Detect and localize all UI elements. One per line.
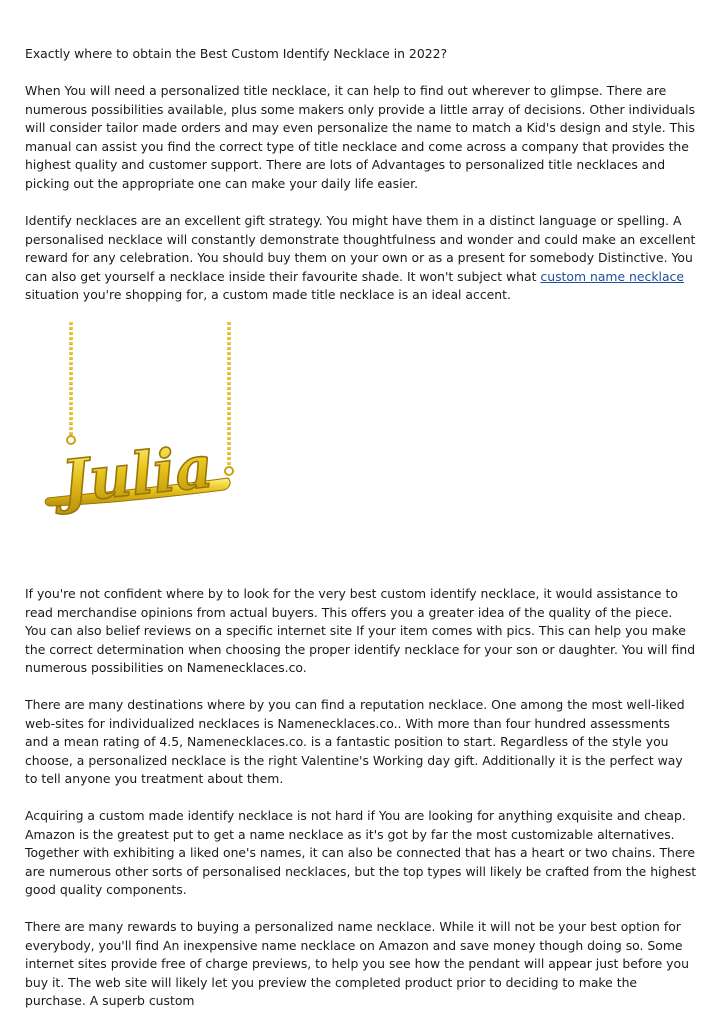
jump-ring-left: [67, 436, 75, 444]
julia-pendant: [45, 433, 230, 517]
jump-ring-right: [225, 467, 233, 475]
paragraph-2-text-before: Identify necklaces are an excellent gift strategy. You might have them in a distinct language or spelling. A personalised necklace will constantly demonstrate thoughtfulness and wonder and could make an excellent reward for any celebration. You should buy them on your own or as a present for somebody Distinctive. You can also get yourself a necklace inside their favourite shade. It won't subject what: [25, 213, 696, 284]
paragraph-6: There are many rewards to buying a personalized name necklace. While it will not be your best option for everybody, you'll find An inexpensive name necklace on Amazon and save money though doing so. Some internet sites provide free of charge previews, to help you see how the pendant will appear just before you buy it. The web site will likely let you preview the completed product prior to deciding to make the purchase. A superb custom: [25, 919, 689, 1009]
paragraph-1: When You will need a personalized title necklace, it can help to find out wherever to glimpse. There are numerous possibilities available, plus some makers only provide a little array of decisions. Other individuals will consider tailor made orders and may even personalize the name to match a Kid's design and style. This manual can assist you find the correct type of title necklace and come across a company that provides the highest quality and customer support. There are lots of Advantages to personalized title necklaces and picking out the appropriate one can make your daily life easier.: [25, 83, 696, 191]
paragraph-3: If you're not confident where by to look for the very best custom identify necklace, it would assistance to read merchandise opinions from actual buyers. This offers you a greater idea of the quality of the piece. You can also belief reviews on a specific internet site If your item comes with pics. This can help you make the correct determination when choosing the proper identify necklace for your son or daughter. You will find numerous possibilities on Namenecklaces.co.: [25, 586, 696, 676]
pendant-name-text: Julia: [58, 432, 217, 516]
name-necklace-image: [40, 318, 240, 518]
custom-name-necklace-link[interactable]: custom name necklace: [540, 268, 684, 284]
paragraph-5: Acquiring a custom made identify necklace is not hard if You are looking for anything exquisite and cheap. Amazon is the greatest put to get a name necklace as it's got by far the most customizable alternatives. Together with exhibiting a liked one's names, it can also be connected that has a heart or two chains. There are numerous other sorts of personalised necklaces, but the top types will likely be crafted from the highest good quality components.: [25, 808, 697, 898]
paragraph-4: There are many destinations where by you can find a reputation necklace. One among the most well-liked web-sites for individualized necklaces is Namenecklaces.co.. With more than four hundred assessments and a mean rating of 4.5, Namenecklaces.co. is a fantastic position to start. Regardless of the style you choose, a personalized necklace is the right Valentine's Working day gift. Additionally it is the perfect way to tell anyone you treatment about them.: [25, 697, 685, 787]
paragraph-2: [25, 212, 697, 305]
paragraph-2-text-after: situation you're shopping for, a custom made title necklace is an ideal accent.: [25, 287, 511, 303]
document-title: Exactly where to obtain the Best Custom Identify Necklace in 2022?: [25, 46, 448, 61]
